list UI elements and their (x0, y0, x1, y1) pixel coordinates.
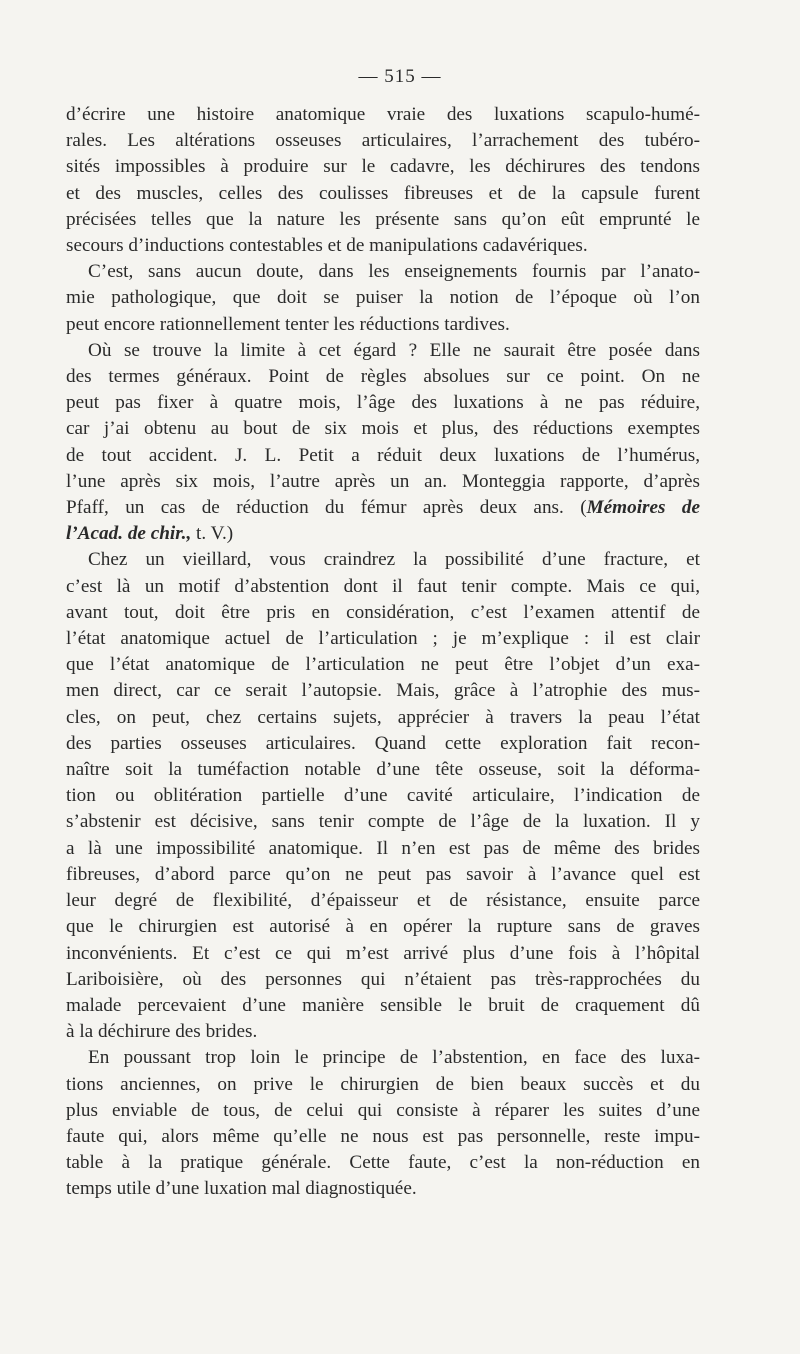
text-line-content: malade percevaient d’une manière sensible le bruit de craquement dû (66, 994, 700, 1016)
text-line (66, 128, 700, 154)
text-line-content: C’est, sans aucun doute, dans les enseignements fournis par l’anato- (88, 261, 700, 283)
citation-suffix: t. V.) (191, 523, 234, 545)
text-line (66, 1150, 700, 1176)
text-line-content: des termes généraux. Point de règles absolues sur ce point. On ne (66, 366, 700, 388)
text-line (66, 757, 700, 783)
text-line-content: que le chirurgien est autorisé à en opérer la rupture sans de graves (66, 916, 700, 938)
text-line (66, 495, 700, 521)
text-line (66, 1072, 700, 1098)
text-line-content: d’écrire une histoire anatomique vraie des luxations scapulo-humé- (66, 104, 700, 125)
page-number: — 515 — (358, 66, 442, 87)
text-line (66, 469, 700, 495)
text-line-content: peut encore rationnellement tenter les réductions tardives. (66, 313, 510, 335)
text-line-content: plus enviable de tous, de celui qui consiste à réparer les suites d’une (66, 1099, 700, 1121)
text-line (66, 574, 700, 600)
text-line-content: En poussant trop loin le principe de l’abstention, en face des luxa- (88, 1047, 700, 1069)
text-line-content: cles, on peut, chez certains sujets, apprécier à travers la peau l’état (66, 706, 700, 728)
text-line (66, 416, 700, 442)
text-line (66, 443, 700, 469)
text-line (66, 652, 700, 678)
text-line (66, 967, 700, 993)
text-line-content: et des muscles, celles des coulisses fibreuses et de la capsule furent (66, 182, 700, 204)
text-line (66, 1045, 700, 1071)
text-line (66, 1098, 700, 1124)
text-line-content: à la déchirure des brides. (66, 1021, 258, 1043)
text-line-content: car j’ai obtenu au bout de six mois et plus, des réductions exemptes (66, 418, 700, 440)
text-line (66, 993, 700, 1019)
text-line-content: Où se trouve la limite à cet égard ? Elle ne saurait être posée dans (88, 339, 700, 361)
text-line-content: faute qui, alors même qu’elle ne nous est pas personnelle, reste impu- (66, 1125, 700, 1147)
text-line (66, 809, 700, 835)
text-line-content: inconvénients. Et c’est ce qui m’est arrivé plus d’une fois à l’hôpital (66, 942, 700, 964)
text-line (66, 233, 700, 259)
text-line-content: a là une impossibilité anatomique. Il n’en est pas de même des brides (66, 837, 700, 859)
text-line-content: Lariboisière, où des personnes qui n’étaient pas très-rapprochées du (66, 968, 700, 990)
citation-italic: l’Acad. de chir., (66, 523, 192, 545)
text-line-content: Pfaff, un cas de réduction du fémur après deux ans. ( (66, 497, 587, 519)
text-line (66, 731, 700, 757)
citation-italic: Mémoires de (586, 497, 700, 519)
text-line (66, 338, 700, 364)
text-line (66, 862, 700, 888)
text-line (66, 181, 700, 207)
text-line (66, 783, 700, 809)
text-line-content: que l’état anatomique de l’articulation ne peut être l’objet d’un exa- (66, 654, 700, 676)
text-line-content: temps utile d’une luxation mal diagnostiquée. (66, 1178, 417, 1200)
text-line (66, 521, 700, 547)
text-line (66, 207, 700, 233)
text-line-content: table à la pratique générale. Cette faute, c’est la non-réduction en (66, 1152, 700, 1174)
text-line-content: leur degré de flexibilité, d’épaisseur et de résistance, ensuite parce (66, 890, 700, 912)
text-line-content: l’une après six mois, l’autre après un an. Monteggia rapporte, d’après (66, 470, 700, 492)
text-line-content: tions anciennes, on prive le chirurgien de bien beaux succès et du (66, 1073, 700, 1095)
text-line (66, 914, 700, 940)
text-line-content: c’est là un motif d’abstention dont il faut tenir compte. Mais ce qui, (66, 575, 700, 597)
text-line-content: s’abstenir est décisive, sans tenir compte de l’âge de la luxation. Il y (66, 811, 700, 833)
text-line-content: peut pas fixer à quatre mois, l’âge des luxations à ne pas réduire, (66, 392, 700, 414)
text-line (66, 312, 700, 338)
text-line (66, 1176, 700, 1202)
text-line-content: sités impossibles à produire sur le cadavre, les déchirures des tendons (66, 156, 700, 178)
text-line (66, 154, 700, 180)
text-line (66, 626, 700, 652)
text-line (66, 285, 700, 311)
text-line (66, 259, 700, 285)
text-line-content: rales. Les altérations osseuses articulaires, l’arrachement des tubéro- (66, 130, 700, 152)
text-line-content: secours d’inductions contestables et de manipulations cadavériques. (66, 235, 588, 257)
text-line-content: l’état anatomique actuel de l’articulation ; je m’explique : il est clair (66, 628, 700, 650)
text-line (66, 941, 700, 967)
text-line-content: avant tout, doit être pris en considération, c’est l’examen attentif de (66, 601, 700, 623)
text-line (66, 888, 700, 914)
text-line-content: des parties osseuses articulaires. Quand cette exploration fait recon- (66, 732, 700, 754)
text-line-content: men direct, car ce serait l’autopsie. Mais, grâce à l’atrophie des mus- (66, 680, 700, 702)
text-line-content: Chez un vieillard, vous craindrez la possibilité d’une fracture, et (88, 549, 700, 571)
text-line (66, 390, 700, 416)
text-line (66, 705, 700, 731)
text-line (66, 1019, 700, 1045)
text-line-content: de tout accident. J. L. Petit a réduit deux luxations de l’humérus, (66, 444, 700, 466)
text-line (66, 678, 700, 704)
text-line (66, 600, 700, 626)
text-line-content: mie pathologique, que doit se puiser la notion de l’époque où l’on (66, 287, 700, 309)
text-line-content: tion ou oblitération partielle d’une cavité articulaire, l’indication de (66, 785, 700, 807)
text-line-content: précisées telles que la nature les présente sans qu’on eût emprunté le (66, 208, 700, 230)
text-line-content: naître soit la tuméfaction notable d’une tête osseuse, soit la déforma- (66, 759, 700, 781)
text-line (66, 547, 700, 573)
text-line (66, 364, 700, 390)
text-line (66, 1124, 700, 1150)
text-line-content: fibreuses, d’abord parce qu’on ne peut pas savoir à l’avance quel est (66, 863, 700, 885)
text-line (66, 836, 700, 862)
text-line (66, 102, 700, 128)
body-text (66, 102, 700, 1203)
